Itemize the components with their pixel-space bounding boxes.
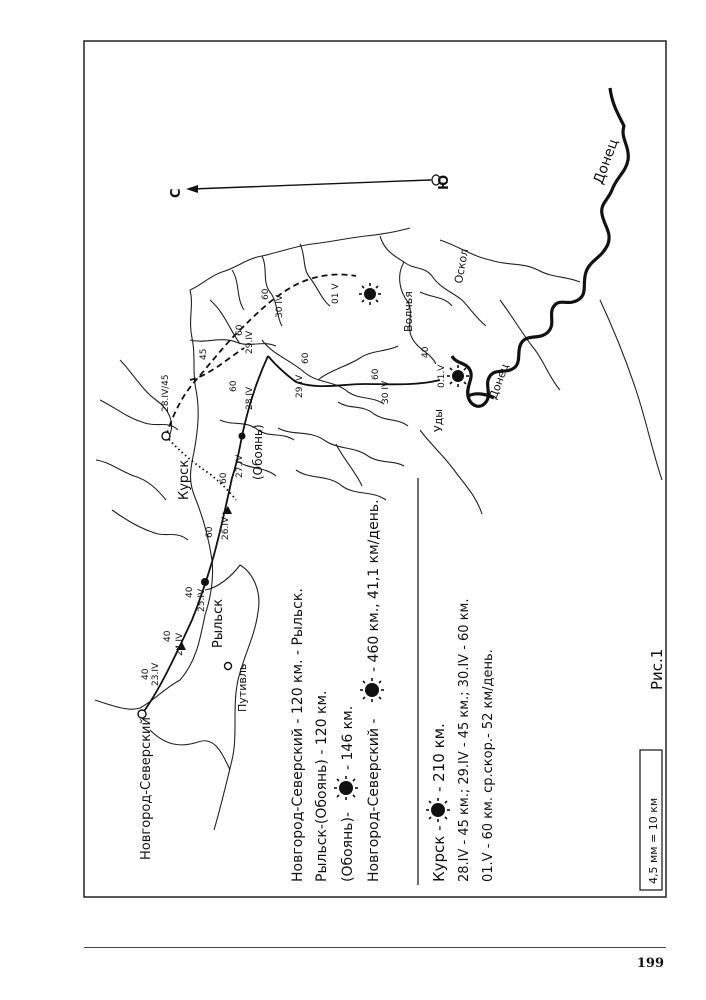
scale-label: 4,5 мм = 10 км	[647, 797, 660, 884]
compass-north: С	[169, 188, 184, 198]
town-rylsk-marker	[201, 578, 209, 586]
place-labels	[139, 424, 265, 860]
legend-line2: Рыльск-(Обоянь) - 120 км.	[314, 690, 330, 882]
label-kursk: Курск	[177, 459, 192, 500]
legend	[290, 478, 496, 885]
route-label-km: 40	[185, 586, 195, 598]
route-label-km: 60	[229, 380, 239, 392]
label-donets-lower: Донец	[486, 362, 512, 402]
sun-icon	[334, 776, 358, 800]
route-label-date: 29 IV	[295, 374, 305, 398]
route-label-date: 26.IV	[221, 516, 231, 540]
dashed-label-km: 45	[199, 348, 209, 360]
sun-icon	[447, 365, 469, 387]
legend-line4-prefix: Новгород-Северский -	[366, 718, 382, 882]
compass-labels	[169, 175, 452, 198]
route-label-date: 30 IV	[381, 380, 391, 404]
legend-line7: 01.V - 60 км. ср.скор.- 52 км/день.	[481, 649, 496, 882]
sun-icon	[426, 798, 450, 822]
route-label-date: 24.IV	[175, 632, 185, 656]
legend-line5-suffix: - 210 км.	[430, 723, 448, 792]
legend-line3-prefix: (Обоянь)-	[340, 811, 356, 882]
label-oskol: Оскол	[452, 247, 472, 285]
dashed-label-date: 28.IV/45	[161, 374, 171, 412]
legend-line4-suffix: - 460 км., 41,1 км/день.	[366, 499, 382, 672]
route-label-date: 25.IV	[197, 588, 207, 612]
page-number: 199	[636, 956, 664, 971]
legend-line3-suffix: - 146 км.	[340, 705, 356, 770]
sun-icon	[359, 283, 381, 305]
dashed-label-km: 60	[235, 324, 245, 336]
dashed-label-date: 29.IV	[245, 330, 255, 354]
compass-south: Ю	[437, 174, 452, 190]
footer-rule	[84, 947, 666, 948]
route-label-km: 40	[141, 668, 151, 680]
town-novgorod-marker	[138, 710, 146, 718]
compass-arrow	[186, 175, 440, 193]
scale-bar	[640, 750, 662, 890]
label-donets: Донец	[590, 136, 622, 187]
route-label-date: 28.IV	[245, 386, 255, 410]
river-labels	[402, 137, 622, 432]
label-novgorod: Новгород-Северский	[139, 717, 154, 860]
figure-caption: Рис.1	[648, 648, 666, 690]
route-label-km: 60	[371, 368, 381, 380]
label-putivl: Путивль	[236, 663, 249, 712]
route-label-date: 27.IV	[235, 454, 245, 478]
route-label-date: 23.IV	[151, 662, 161, 686]
dashed-label-date: 01 V	[331, 283, 341, 304]
route-label-km: 60	[205, 526, 215, 538]
route-label-km: 60	[301, 352, 311, 364]
route-label-km: 40	[163, 630, 173, 642]
route-label-km: 40	[421, 346, 431, 358]
legend-line1: Новгород-Северский - 120 км. - Рыльск.	[290, 588, 306, 882]
sun-icon	[360, 678, 384, 702]
legend-line6: 28.IV - 45 км.; 29.IV - 45 км.; 30.IV - 60 км.	[457, 598, 472, 882]
town-oboyan-marker	[239, 433, 246, 440]
legend-line5-prefix: Курск -	[430, 825, 448, 882]
route-label-km: 60	[219, 472, 229, 484]
town-putivl-marker	[225, 663, 232, 670]
route-label-date: 0.1.V	[437, 364, 447, 388]
dashed-label-km: 60	[261, 288, 271, 300]
label-oboyan: (Обоянь)	[251, 424, 265, 480]
dashed-label-date: 30 IV	[275, 294, 285, 318]
town-kursk-marker	[162, 432, 170, 440]
label-uda: Уды	[432, 409, 445, 432]
label-rylsk: Рыльск	[211, 598, 226, 648]
label-volchya: Волчья	[402, 291, 415, 332]
